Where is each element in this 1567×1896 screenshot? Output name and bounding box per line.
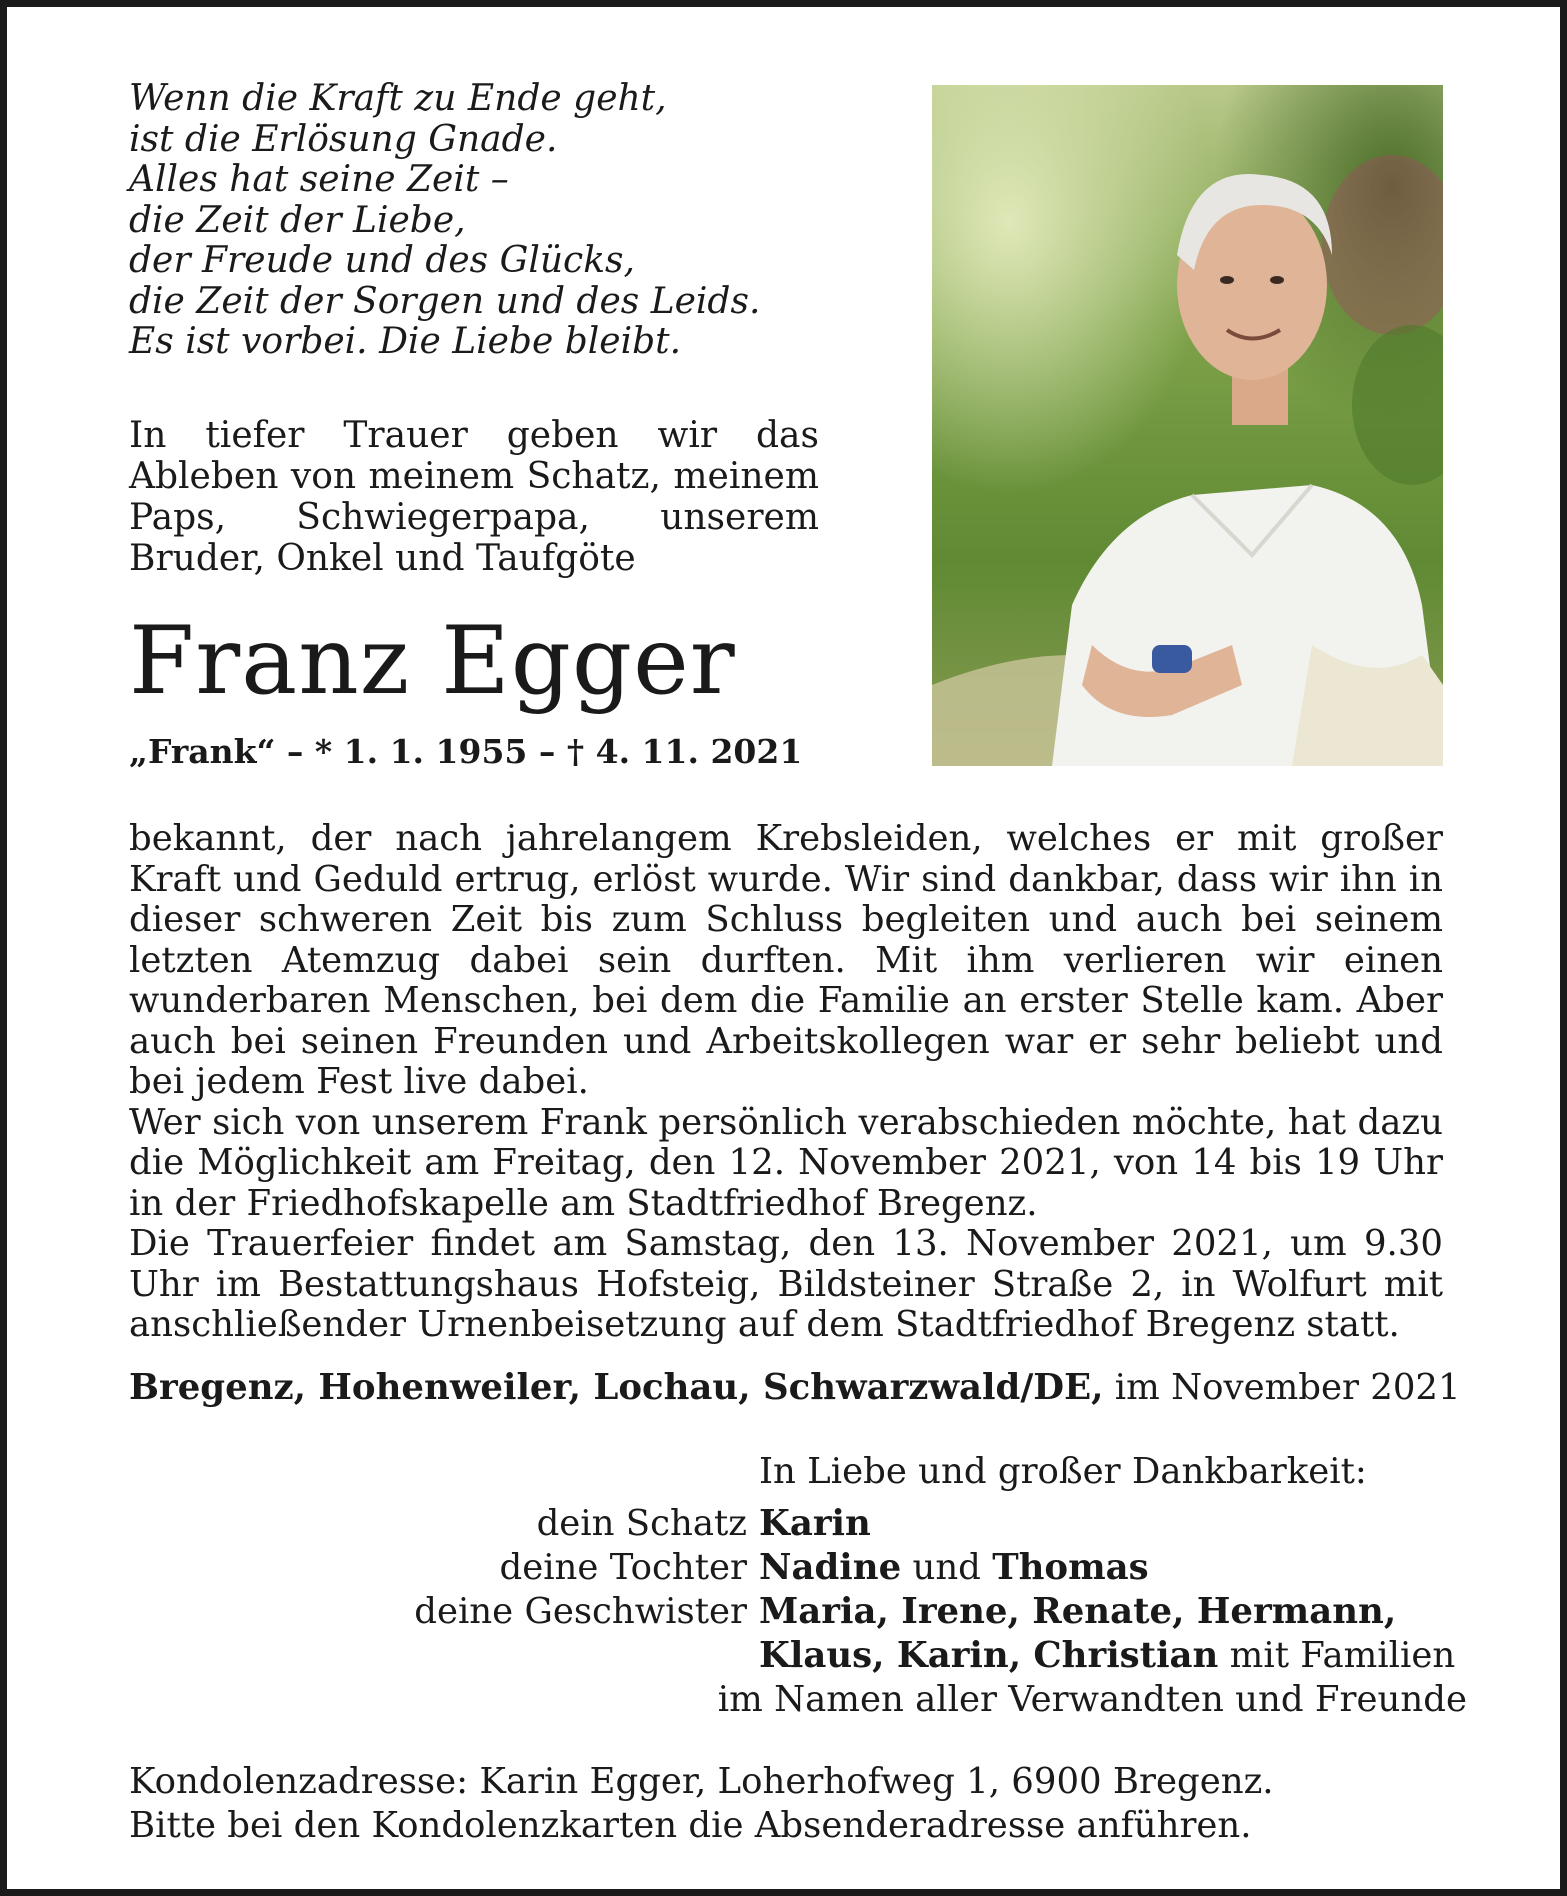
obituary-body bbox=[129, 819, 1443, 1346]
deceased-name: Franz Egger bbox=[129, 607, 736, 716]
signer-row bbox=[207, 1590, 1467, 1634]
relation: deine Geschwister bbox=[414, 1591, 747, 1632]
signer-name: Thomas bbox=[992, 1547, 1149, 1588]
portrait-photo bbox=[932, 85, 1443, 766]
poem-line: Wenn die Kraft zu Ende geht, bbox=[129, 78, 667, 119]
signer-suffix: mit Familien bbox=[1229, 1635, 1456, 1676]
conjunction: und bbox=[912, 1547, 981, 1588]
poem-line: die Zeit der Liebe, bbox=[129, 199, 466, 241]
body-paragraph: Die Trauerfeier findet am Samstag, den 13. November 2021, um 9.30 Uhr im Bestattungshaus Hofsteig, Bildsteiner Straße 2, in Wolfurt mit anschließender Urnenbeisetzung auf dem Stadtfriedhof Bregenz statt. bbox=[129, 1223, 1443, 1345]
body-paragraph: Wer sich von unserem Frank persönlich verabschieden möchte, hat dazu die Möglichkeit am Freitag, den 12. November 2021, von 14 bis 19 Uhr in der Friedhofskapelle am Stadtfriedhof Bregenz. bbox=[129, 1101, 1443, 1224]
condolence-note: Bitte bei den Kondolenzkarten die Absenderadresse anführen. bbox=[129, 1805, 1252, 1846]
body-paragraph: bekannt, der nach jahrelangem Krebsleiden, welches er mit großer Kraft und Geduld ertrug, erlöst wurde. Wir sind dankbar, dass wir ihn in dieser schweren Zeit bis zum Schluss begleiten und auch bei seinem letzten Atemzug dabei sein durften. Mit ihm verlieren wir einen wunderbaren Menschen, bei dem die Familie an erster Stelle kam. Aber auch bei seinen Freunden und Arbeitskollegen war er sehr beliebt und bei jedem Fest live dabei. bbox=[129, 818, 1443, 1102]
intro-text: In tiefer Trauer geben wir das Ableben von meinem Schatz, meinem Paps, Schwiegerpapa, unserem Bruder, Onkel und Taufgöte bbox=[129, 415, 819, 579]
poem-line: die Zeit der Sorgen und des Leids. bbox=[129, 280, 761, 322]
relation: deine Tochter bbox=[499, 1547, 747, 1588]
relation: dein Schatz bbox=[536, 1503, 747, 1544]
month-year: im November 2021 bbox=[1114, 1367, 1461, 1408]
footer bbox=[129, 1760, 1274, 1848]
signer-name: Maria, Irene, Renate, Hermann, bbox=[759, 1591, 1397, 1632]
signer-name: Nadine bbox=[759, 1547, 902, 1588]
signer-name: Klaus, Karin, Christian bbox=[759, 1635, 1219, 1676]
poem-line: Es ist vorbei. Die Liebe bleibt. bbox=[129, 321, 682, 362]
signer-row bbox=[207, 1502, 1467, 1546]
places: Bregenz, Hohenweiler, Lochau, Schwarzwald/DE, bbox=[129, 1367, 1104, 1408]
place-date-line bbox=[129, 1367, 1461, 1408]
signer-name: Karin bbox=[759, 1503, 871, 1544]
condolence-address: Kondolenzadresse: Karin Egger, Loherhofweg 1, 6900 Bregenz. bbox=[129, 1761, 1274, 1802]
poem-line: ist die Erlösung Gnade. bbox=[129, 118, 558, 160]
life-dates: „Frank“ – * 1. 1. 1955 – † 4. 11. 2021 bbox=[129, 732, 803, 771]
signer-row bbox=[207, 1546, 1467, 1590]
poem-line: der Freude und des Glücks, bbox=[129, 240, 635, 281]
poem-line: Alles hat seine Zeit – bbox=[129, 159, 509, 200]
signer-row bbox=[207, 1678, 1467, 1722]
poem bbox=[129, 79, 829, 363]
signer-row bbox=[207, 1634, 1467, 1678]
thanks-line: In Liebe und großer Dankbarkeit: bbox=[759, 1451, 1367, 1492]
signers bbox=[207, 1502, 1467, 1722]
closing-line: im Namen aller Verwandten und Freunde bbox=[717, 1679, 1467, 1720]
